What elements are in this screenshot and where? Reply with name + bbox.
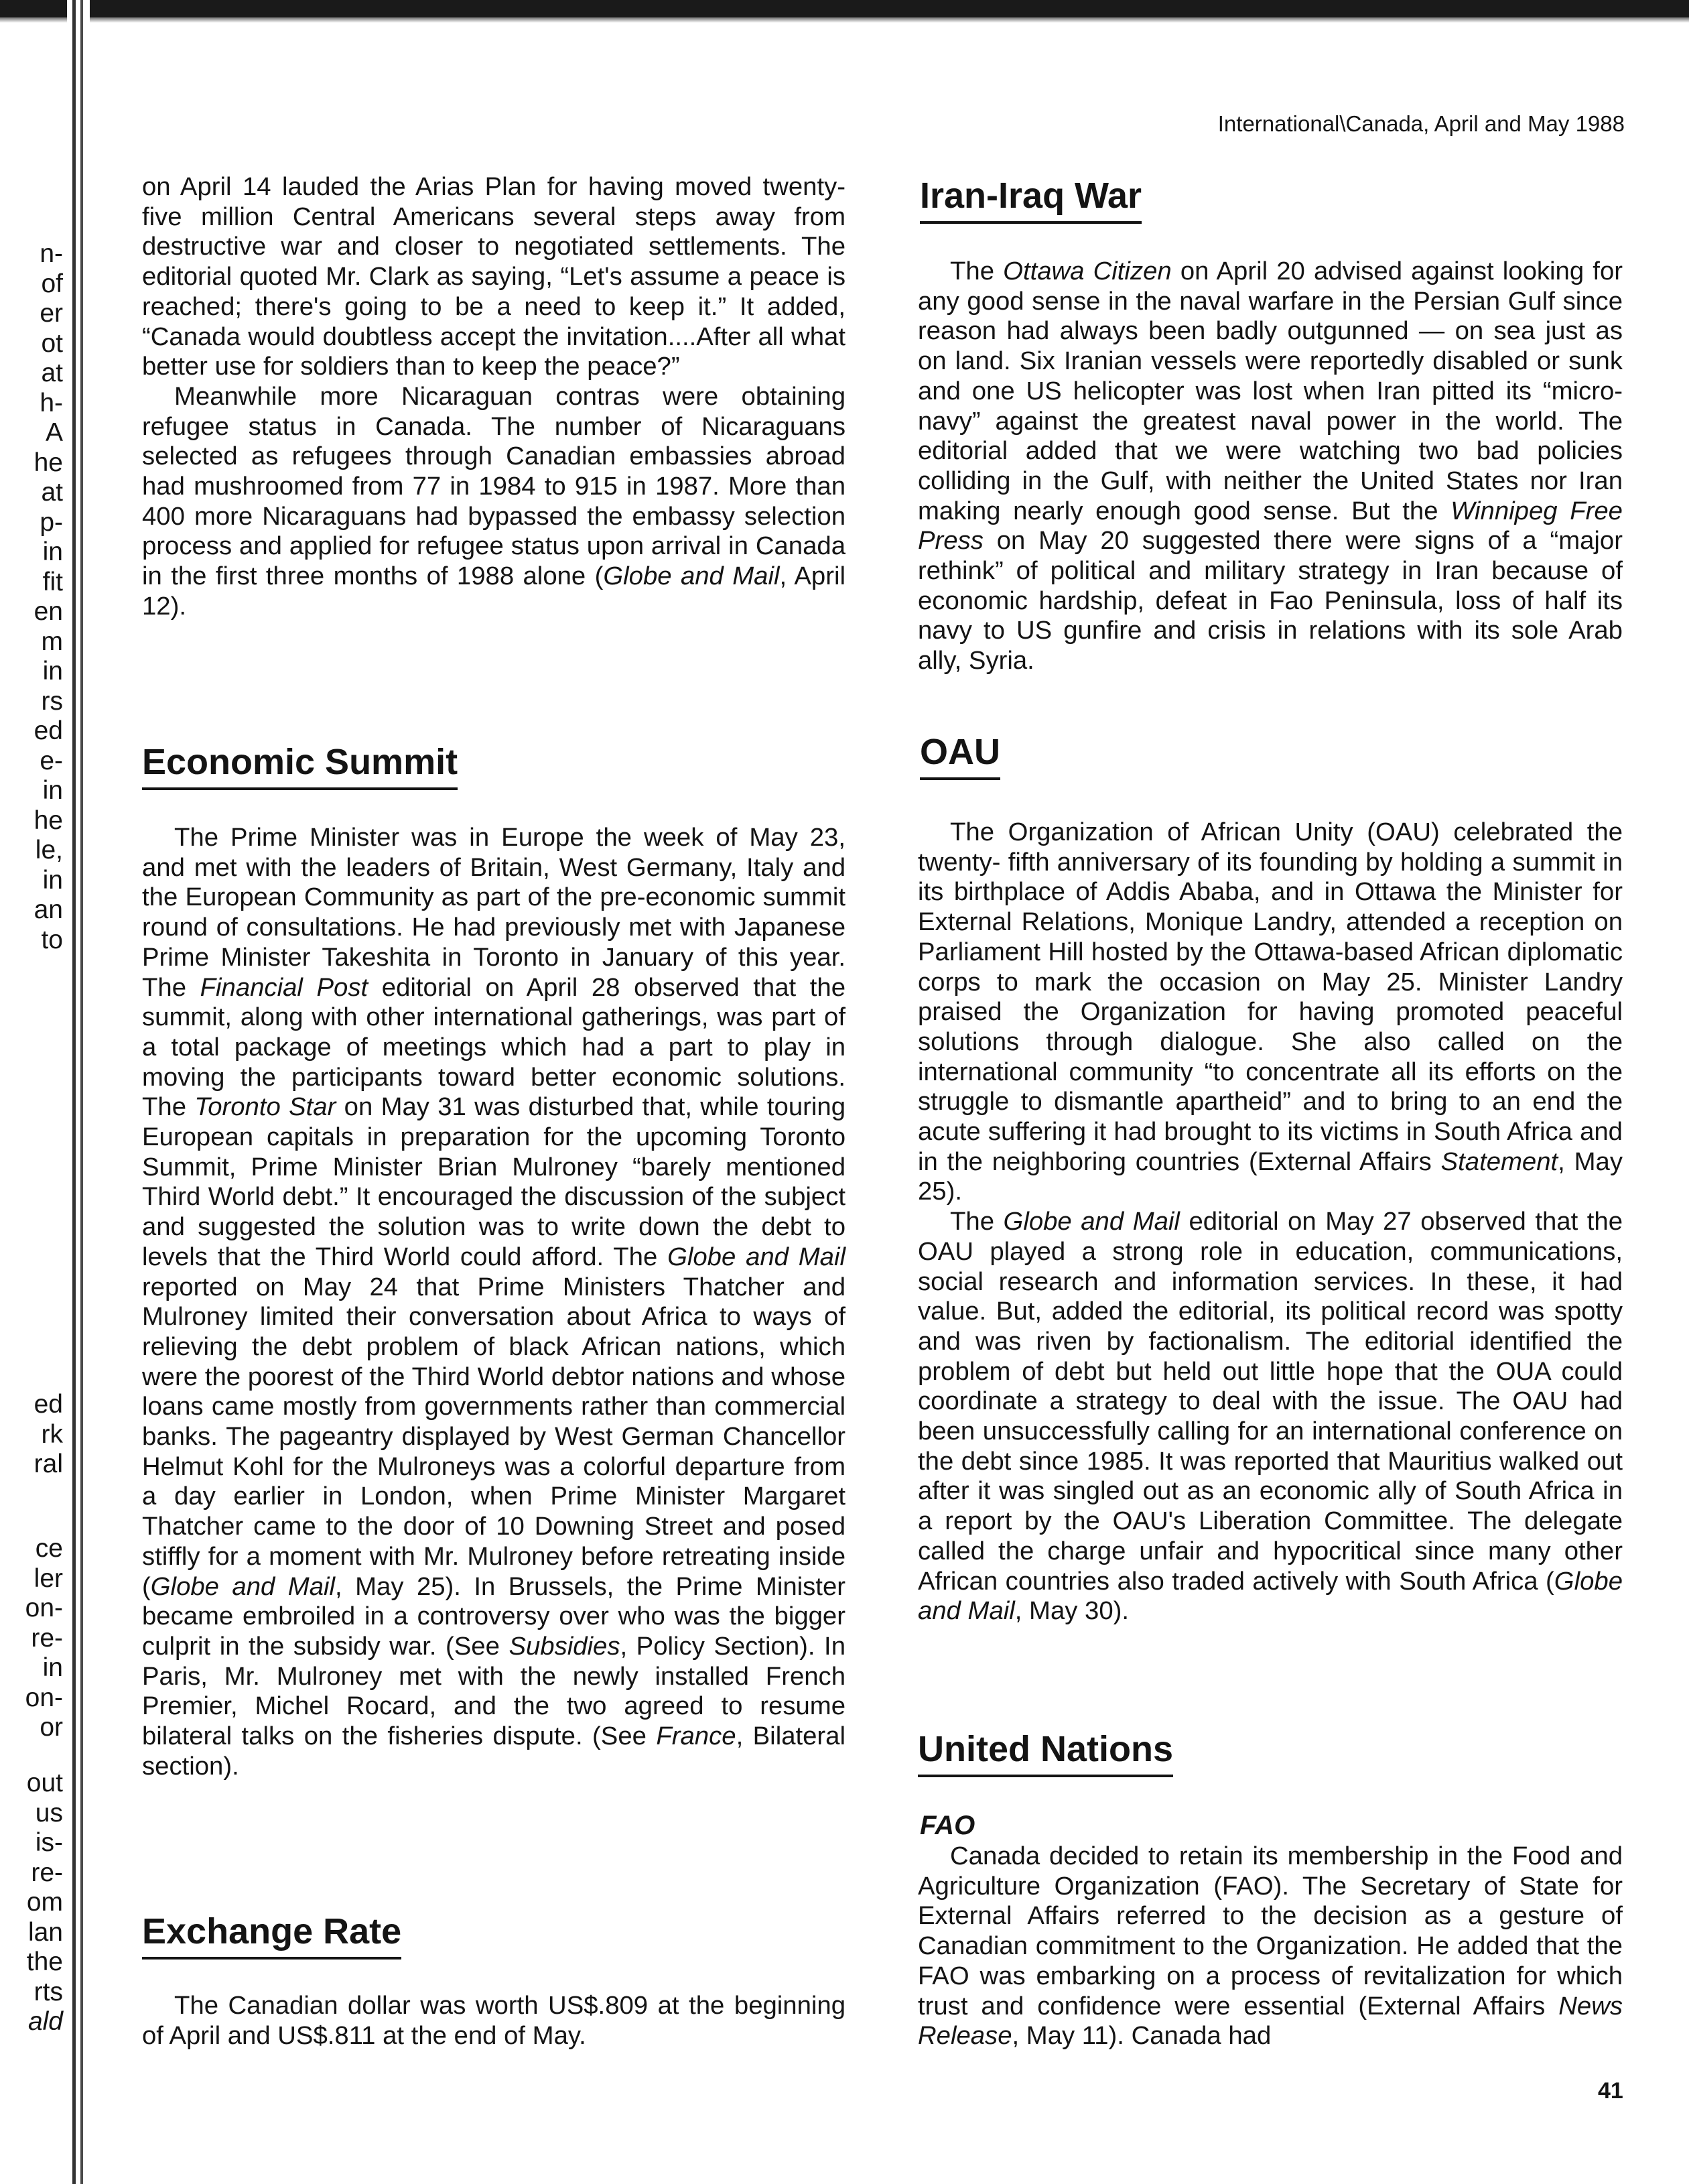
intro-paragraph-1: on April 14 lauded the Arias Plan for having moved twenty-five million Central Americans several steps away from destructive war and closer to negotiated settlements. The editorial quoted Mr. Clark as saying, “Let's assume a peace is reached; there's going to be a need to keep it.” It added, “Canada would doubtless accept the invitation....After all what better use for soldiers than to keep the peace?” xyxy=(142,172,846,381)
fragment-line: ed xyxy=(33,716,63,745)
iran-iraq-body xyxy=(918,257,1623,676)
exchange-rate-body xyxy=(142,1991,846,2051)
fragment-line: A xyxy=(45,418,63,447)
economic-summit-heading: Economic Summit xyxy=(142,741,458,790)
economic-summit-paragraph: The Prime Minister was in Europe the week of May 23, and met with the leaders of Britain, West Germany, Italy and the European Community as part of the pre-economic summit round of consultations. He had previously met with Japanese Prime Minister Takeshita in Toronto in January of this year. The Financial Post editorial on April 28 observed that the summit, along with other international gatherings, was part of a total package of meetings which had a part to play in moving the participants toward better economic solutions. The Toronto Star on May 31 was disturbed that, while touring European capitals in preparation for the upcoming Toronto Summit, Prime Minister Brian Mulroney “barely mentioned Third World debt.” It encouraged the discussion of the subject and suggested the solution was to write down the debt to levels that the Third World could afford. The Globe and Mail reported on May 24 that Prime Ministers Thatcher and Mulroney limited their conversation about Africa to ways of relieving the debt problem of black African nations, which were the poorest of the Third World debtor nations and whose loans came mostly from governments rather than commercial banks. The pageantry displayed by West German Chancellor Helmut Kohl for the Mulroneys was a colorful departure from a day earlier in London, when Prime Minister Margaret Thatcher came to the door of 10 Downing Street and posed stiffly for a moment with Mr. Mulroney before retreating inside (Globe and Mail, May 25). In Brussels, the Prime Minister became embroiled in a controversy over who was the bigger culprit in the subsidy war. (See Subsidies, Policy Section). In Paris, Mr. Mulroney met with the newly installed French Premier, Michel Rocard, and the two agreed to resume bilateral talks on the fisheries dispute. (See France, Bilateral section). xyxy=(142,823,846,1781)
fragment-line: rk xyxy=(41,1419,63,1449)
oau-heading: OAU xyxy=(920,730,1000,780)
fragment-line: us xyxy=(35,1798,63,1827)
fragment-line: m xyxy=(41,627,63,656)
previous-page-fragments xyxy=(0,0,66,2184)
fragment-line: out xyxy=(26,1769,63,1797)
fragment-line: ral xyxy=(33,1450,63,1478)
fragment-line: ald xyxy=(27,2007,63,2036)
fragment-line: en xyxy=(33,597,63,626)
scan-top-edge xyxy=(0,0,1689,17)
oau-body xyxy=(918,818,1623,1626)
page-number: 41 xyxy=(1598,2078,1623,2104)
fragment-line: in xyxy=(42,1653,63,1682)
fragment-line: er xyxy=(40,299,63,328)
running-head: International\Canada, April and May 1988 xyxy=(1217,111,1625,136)
fragment-line: ler xyxy=(33,1563,63,1593)
fragment-line: ed xyxy=(33,1390,63,1419)
fragment-line: e- xyxy=(40,746,63,775)
fragment-line: rs xyxy=(41,686,63,716)
fragment-line: at xyxy=(41,359,63,387)
fragment-line: in xyxy=(42,657,63,686)
fragment-line: lan xyxy=(27,1917,63,1947)
fragment-line: re- xyxy=(31,1623,63,1653)
iran-iraq-paragraph: The Ottawa Citizen on April 20 advised against looking for any good sense in the naval warfare in the Persian Gulf since reason had always been badly outgunned — on sea just as on land. Six Iranian vessels were reportedly disabled or sunk and one US helicopter was lost when Iran pitted its “micro-navy” against the greatest naval power in the world. The editorial added that we were watching two bad policies colliding in the Gulf, with neither the United States nor Iran making nearly enough good sense. But the Winnipeg Free Press on May 20 suggested there were signs of a “major rethink” of political and military strategy in Iran because of economic hardship, defeat in Fao Peninsula, loss of half its navy to US gunfire and crisis in relations with its sole Arab ally, Syria. xyxy=(918,257,1623,676)
oau-paragraph-2: The Globe and Mail editorial on May 27 observed that the OAU played a strong role in education, communications, social research and information services. In these, it had value. But, added the editorial, its political record was spotty and was riven by factionalism. The editorial identified the problem of debt but held out little hope that the OUA could coordinate a strategy to deal with the issue. The OAU had been unsuccessfully calling for an international conference on the debt since 1985. It was reported that Mauritius walked out after it was singled out as an economic ally of South Africa in a report by the OAU's Liberation Committee. The delegate called the charge unfair and hypocritical since many other African countries also traded actively with South Africa (Globe and Mail, May 30). xyxy=(918,1207,1623,1626)
fragment-line: in xyxy=(42,776,63,805)
iran-iraq-heading: Iran-Iraq War xyxy=(920,174,1142,224)
exchange-rate-heading: Exchange Rate xyxy=(142,1910,401,1960)
united-nations-heading: United Nations xyxy=(918,1728,1173,1777)
left-column xyxy=(142,172,846,622)
fragment-line: or xyxy=(40,1713,63,1742)
intro-paragraph-2: Meanwhile more Nicaraguan contras were obtaining refugee status in Canada. The number of Nicaraguans selected as refugees through Canadian embassies abroad had mushroomed from 77 in 1984 to 915 in 1987. More than 400 more Nicaraguans had bypassed the embassy selection process and applied for refugee status upon arrival in Canada in the first three months of 1988 alone (Globe and Mail, April 12). xyxy=(142,381,846,621)
fragment-line: he xyxy=(33,806,63,835)
fragment-line: in xyxy=(42,537,63,566)
fragment-line: on- xyxy=(25,1683,63,1712)
fragment-line: n- xyxy=(40,239,63,268)
fragment-line: of xyxy=(41,269,63,298)
fao-subheading: FAO xyxy=(920,1811,975,1840)
fragment-line: ot xyxy=(41,328,63,358)
source-citation: Globe and Mail xyxy=(603,562,780,591)
fragment-line: re- xyxy=(31,1858,63,1887)
fragment-line: in xyxy=(42,865,63,895)
fragment-line: ce xyxy=(35,1534,63,1563)
fragment-line: at xyxy=(41,478,63,507)
fragment-line: rts xyxy=(33,1977,63,2006)
fao-paragraph: Canada decided to retain its membership in the Food and Agriculture Organization (FAO). The Secretary of State for External Affairs referred to the decision as a gesture of Canadian commitment to the Organization. He added that the FAO was embarking on a process of revitalization for which trust and confidence were essential (External Affairs News Release, May 11). Canada had xyxy=(918,1842,1623,2051)
fragment-line: p- xyxy=(40,507,63,537)
fragment-line: the xyxy=(26,1947,63,1976)
united-nations-body xyxy=(918,1842,1623,2051)
fragment-line: fit xyxy=(42,567,63,596)
fragment-line: le, xyxy=(35,836,63,864)
oau-paragraph-1: The Organization of African Unity (OAU) celebrated the twenty- fifth anniversary of its founding by holding a summit in its birthplace of Addis Ababa, and in Ottawa the Minister for External Relations, Monique Landry, attended a reception on Parliament Hill hosted by the Ottawa-based African diplomatic corps to mark the occasion on May 25. Minister Landry praised the Organization for having promoted peaceful solutions through dialogue. She also called on the international community “to concentrate all its efforts on the struggle to dismantle apartheid” and to bring to an end the acute suffering it had brought to its victims in South Africa and in the neighboring countries (External Affairs Statement, May 25). xyxy=(918,818,1623,1206)
economic-summit-body xyxy=(142,823,846,1782)
exchange-rate-paragraph: The Canadian dollar was worth US$.809 at the beginning of April and US$.811 at the end of May. xyxy=(142,1991,846,2050)
fragment-line: on- xyxy=(25,1594,63,1622)
page-binding-gutter xyxy=(67,0,90,2184)
fragment-line: to xyxy=(41,925,63,954)
fragment-line: he xyxy=(33,448,63,477)
fragment-line: an xyxy=(33,895,63,924)
fragment-line: is- xyxy=(35,1828,63,1857)
fragment-line: h- xyxy=(40,388,63,417)
scan-top-edge-shadow xyxy=(0,17,1689,23)
fragment-line: om xyxy=(26,1888,63,1917)
